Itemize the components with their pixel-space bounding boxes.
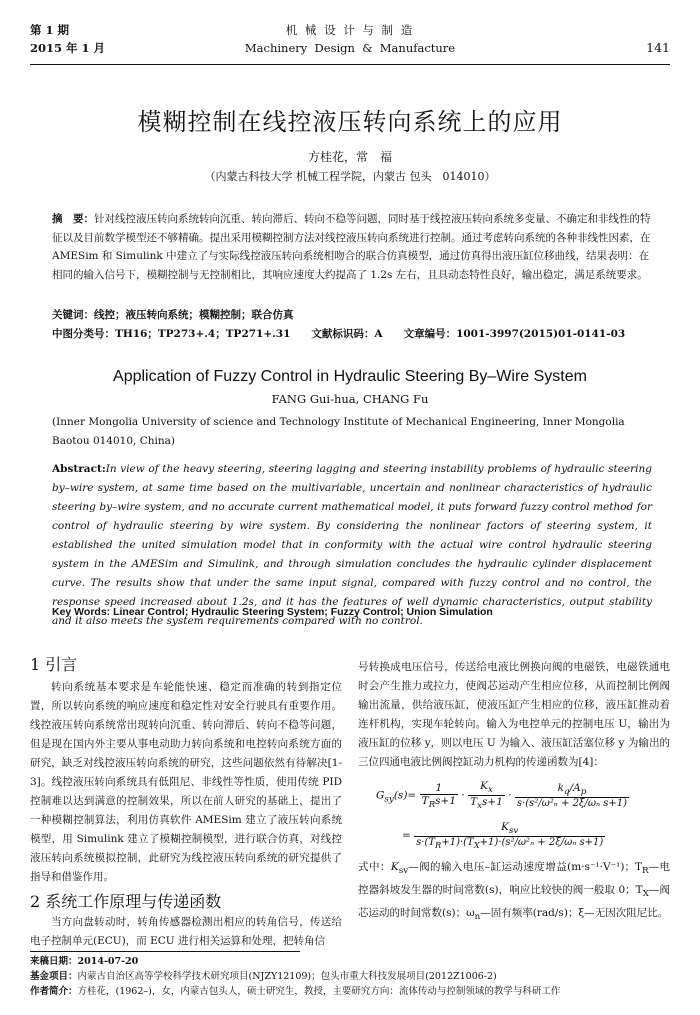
section-1-body: 转向系统基本要求是车轮能快速、稳定而准确的转到指定位置，所以转向系统的响应速度和稳定性对安全行驶具有重要作用。线控液压转向系统常出现转向沉重、转向滞后、转向不稳等问题，但是现在国内外主要从事电动助力转向系统和电控转向系统方面的研究，缺乏对线控液压转向系统的研究，这些问题依然有待解决[1-3]。线控液压转向系统具有低阻尼、非线性等性质，使用传统 PID 控制难以达到满意的控制效果，所以在前人研究的基础上，提出了一种模糊控制算法，利用仿真软件 AMESim 建立了液压转向系统模型，用 Simulink 建立了模糊控制模型，进行联合仿真，对线控液压转向系统模拟控制，此研究为线控液压转向系统的研究提供了指导和借鉴作用。 [30, 681, 342, 883]
abstract-zh-text: 针对线控液压转向系统转向沉重、转向滞后、转向不稳等问题，同时基于线控液压转向系统多变量、不确定和非线性的特征以及目前数学模型还不够精确。提出采用模糊控制方法对线控液压转向系统进行控制。通过考虑转向系统的各种非线性因素，在 AMESim 和 Simulink 中建立了与实际线控液压转向系统相吻合的联合仿真模型，通过仿真得出液压缸位移曲线，结果表明：在相同的输入信号下，模糊控制与无控制相比，其响应速度大约提高了 1.2s 左右，且具动态特性良好，输出稳定，满足系统要求。 [52, 213, 651, 281]
fund-note: 基金项目：内蒙古自治区高等学校科学技术研究项目(NJZY12109)；包头市重大科技发展项目(2012Z1006-2) [30, 971, 497, 982]
footnote-rule [30, 951, 300, 952]
right-column [358, 658, 670, 928]
title-zh: 模糊控制在线控液压转向系统上的应用 [137, 108, 563, 136]
right-paragraph: 号转换成电压信号，传送给电液比例换向阀的电磁铁，电磁铁通电时会产生推力或拉力，使阀芯运动产生相应位移，从而控制比例阀输出流量，供给液压缸，使液压缸产生相应的位移，液压缸推动着连杆机构，实现车轮转向。输入为电控单元的控制电压 U，输出为液压缸的位移 y，则以电压 U 为输入、液压缸活塞位移 y 为输出的三位四通电液比例阀控缸动力机构的传递函数为[4]： [358, 661, 670, 768]
section-2-body: 当方向盘转动时，转角传感器检测出相应的转角信号，传送给电子控制单元(ECU)，而 ECU 进行相关运算和处理，把转角信 [30, 916, 342, 947]
abstract-en-label: Abstract: [52, 463, 106, 475]
equation-legend: 式中：$K_{sv}—$阀的输入电压–缸运动速度增益(m·s⁻¹·V⁻¹)；$T_R—$电控器斜坡发生器的时间常数(s)，响应比较快的阀一般取 0；$T_X—$阀芯运动的时间常数(s)；$\omega_n—$固有频率(rad/s)；ξ—无因次阻尼比。 [358, 861, 671, 923]
journal-name-en: Machinery Design & Manufacture [244, 41, 456, 55]
abstract-en-text: In view of the heavy steering, steering lagging and steering instability problems of hydraulic steering by–wire system, at same time based on the multivariable, uncertain and nonlinear characteristics of hydraulic steering by–wire system, and no accurate current mathematical model, it puts forward fuzzy control method for control of hydraulic steering by wire system. By considering the nonlinear factors of steering system, it established the united simulation model that in conformity with the actual wire control hydraulic steering system in the AMESim and Simulink, and through simulation concludes the hydraulic cylinder displacement curve. The results show that under the same input signal, compared with fuzzy control and no control, the response speed increased about 1.2s, and it has the features of well dynamic characteristics, output stability and it also meets the system requirements compared with no control. [52, 463, 652, 627]
left-column [30, 654, 342, 951]
abstract-zh [52, 210, 652, 284]
title-en: Application of Fuzzy Control in Hydraulic Steering By–Wire System [113, 368, 587, 385]
author-note: 作者简介：方桂花，(1962–)，女，内蒙古包头人，硕士研究生，教授，主要研究方向：流体传动与控制领域的教学与科研工作 [30, 986, 561, 997]
affiliation-zh: （内蒙古科技大学 机械工程学院，内蒙古 包头 014010） [204, 170, 496, 183]
running-header [30, 22, 670, 62]
received-date: 来稿日期：2014-07-20 [30, 956, 139, 967]
keywords-en: Key Words: Linear Control; Hydraulic Steering System; Fuzzy Control; Union Simulation [52, 606, 493, 618]
journal-name-zh: 机 械 设 计 与 制 造 [285, 23, 415, 37]
equation-1: $G_{sy}(s)=$ $\frac{1}{T_Rs+1}$ · $\frac{K_x}{T_xs+1}$ · $\frac{k_q/A_p}{\text{s·(s²/ω²ₙ + 2ξ/ωₙ s+1)}}$ [376, 780, 627, 812]
authors-en: FANG Gui-hua, CHANG Fu [271, 392, 429, 406]
page-number: 141 [646, 40, 670, 55]
section-2-heading: 2 系统工作原理与传递函数 [30, 892, 222, 911]
authors-zh: 方桂花，常 福 [307, 150, 392, 164]
keywords-zh: 关键词：线控；液压转向系统；模糊控制；联合仿真 [52, 309, 294, 321]
equation-2: = $\frac{K_{sv}}{s\cdot(T_R+1)\cdot(T_X+1)\cdot(s^2/\omega^2_n + 2\xi/\omega_n s+1)}$ [402, 821, 604, 851]
abstract-zh-label: 摘 要： [52, 213, 94, 225]
affiliation-en: (Inner Mongolia University of science and Technology Institute of Mechanical Engineering, Inner Mongolia Baotou 014010, China) [52, 416, 625, 447]
issue-date: 2015 年 1 月 [30, 41, 106, 55]
issue-number: 第 1 期 [30, 23, 70, 37]
section-1-heading: 1 引言 [30, 655, 78, 674]
classification-zh: 中图分类号：TH16；TP273+.4；TP271+.31 文献标识码：A 文章编号：1001-3997(2015)01-0141-03 [52, 328, 626, 340]
header-rule [30, 64, 670, 65]
